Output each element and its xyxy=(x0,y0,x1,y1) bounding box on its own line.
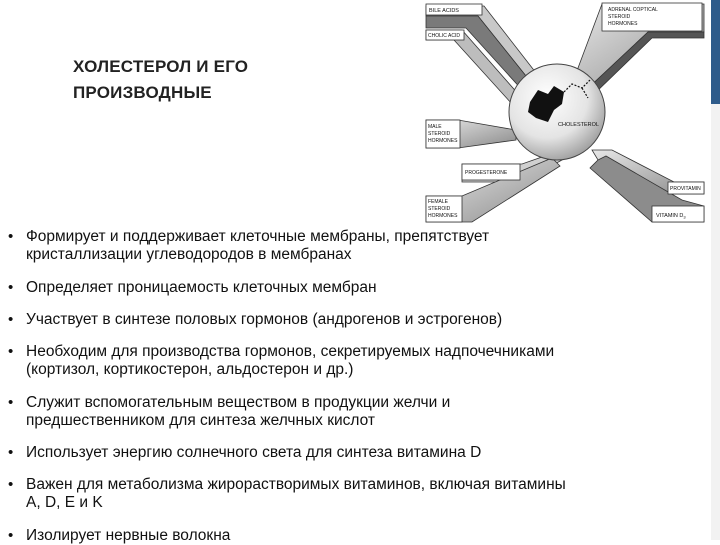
label-female-2: STEROID xyxy=(428,206,451,212)
label-adrenal-3: HORMONES xyxy=(608,21,638,27)
bullet-dot-icon: • xyxy=(8,527,14,544)
bullet-text-line: Важен для метаболизма жирорастворимых витаминов, включая витамины xyxy=(26,476,566,493)
bullet-list xyxy=(6,228,706,545)
title-line-2: ПРОИЗВОДНЫЕ xyxy=(73,83,212,102)
bullet-dot-icon: • xyxy=(8,228,14,245)
bullet-item xyxy=(6,279,706,297)
label-female-1: FEMALE xyxy=(428,199,449,205)
label-vitamin-sub: 3 xyxy=(683,214,686,220)
label-cholic-acid: CHOLIC ACID xyxy=(428,33,460,39)
bullet-item xyxy=(6,394,706,430)
bullet-text-line: Участвует в синтезе половых гормонов (андрогенов и эстрогенов) xyxy=(26,311,503,328)
label-vitamin-main: VITAMIN D xyxy=(656,213,684,219)
bullet-dot-icon: • xyxy=(8,343,14,360)
bullet-dot-icon: • xyxy=(8,279,14,296)
bullet-text-line: (кортизол, кортикостерон, альдостерон и др.) xyxy=(26,361,354,378)
title-line-1: ХОЛЕСТЕРОЛ И ЕГО xyxy=(73,57,249,76)
bullet-text-line: предшественником для синтеза желчных кислот xyxy=(26,412,376,429)
bullet-dot-icon: • xyxy=(8,444,14,461)
bullet-text-line: Использует энергию солнечного света для синтеза витамина D xyxy=(26,444,482,461)
bullet-dot-icon: • xyxy=(8,311,14,328)
label-vitamin xyxy=(656,213,686,220)
label-male-1: MALE xyxy=(428,124,442,130)
bullet-item xyxy=(6,476,706,512)
label-provitamin: PROVITAMIN xyxy=(670,186,701,192)
bullet-text-line: A, D, E и K xyxy=(26,494,103,511)
bullet-item xyxy=(6,444,706,462)
bullet-text-line: Служит вспомогательным веществом в продукции желчи и xyxy=(26,394,451,411)
label-male-3: HORMONES xyxy=(428,138,458,144)
bullet-text-line: кристаллизации углеводородов в мембранах xyxy=(26,246,352,263)
bullet-item xyxy=(6,343,706,379)
label-progesterone: PROGESTERONE xyxy=(465,170,508,176)
bullet-dot-icon: • xyxy=(8,394,14,411)
label-adrenal-2: STEROID xyxy=(608,14,631,20)
bullet-text-line: Необходим для производства гормонов, секретируемых надпочечниками xyxy=(26,343,555,360)
bullet-item xyxy=(6,311,706,329)
label-bile-acids: BILE ACIDS xyxy=(429,8,459,14)
bullet-item xyxy=(6,527,706,545)
bullet-item xyxy=(6,228,706,264)
label-female-3: HORMONES xyxy=(428,213,458,219)
accent-bar-top xyxy=(711,0,720,104)
label-male-2: STEROID xyxy=(428,131,451,137)
bullet-dot-icon: • xyxy=(8,476,14,493)
label-adrenal-1: ADRENAL COPTICAL xyxy=(608,7,658,13)
bullet-text-line: Определяет проницаемость клеточных мембран xyxy=(26,279,377,296)
accent-bar-bottom xyxy=(711,104,720,540)
bullet-text-line: Формирует и поддерживает клеточные мембраны, препятствует xyxy=(26,228,490,245)
slide-title xyxy=(73,54,373,106)
label-cholesterol: CHOLESTEROL xyxy=(558,122,599,128)
cholesterol-sphere xyxy=(509,64,605,160)
bullet-text-line: Изолирует нервные волокна xyxy=(26,527,231,544)
cholesterol-diagram xyxy=(412,0,712,230)
